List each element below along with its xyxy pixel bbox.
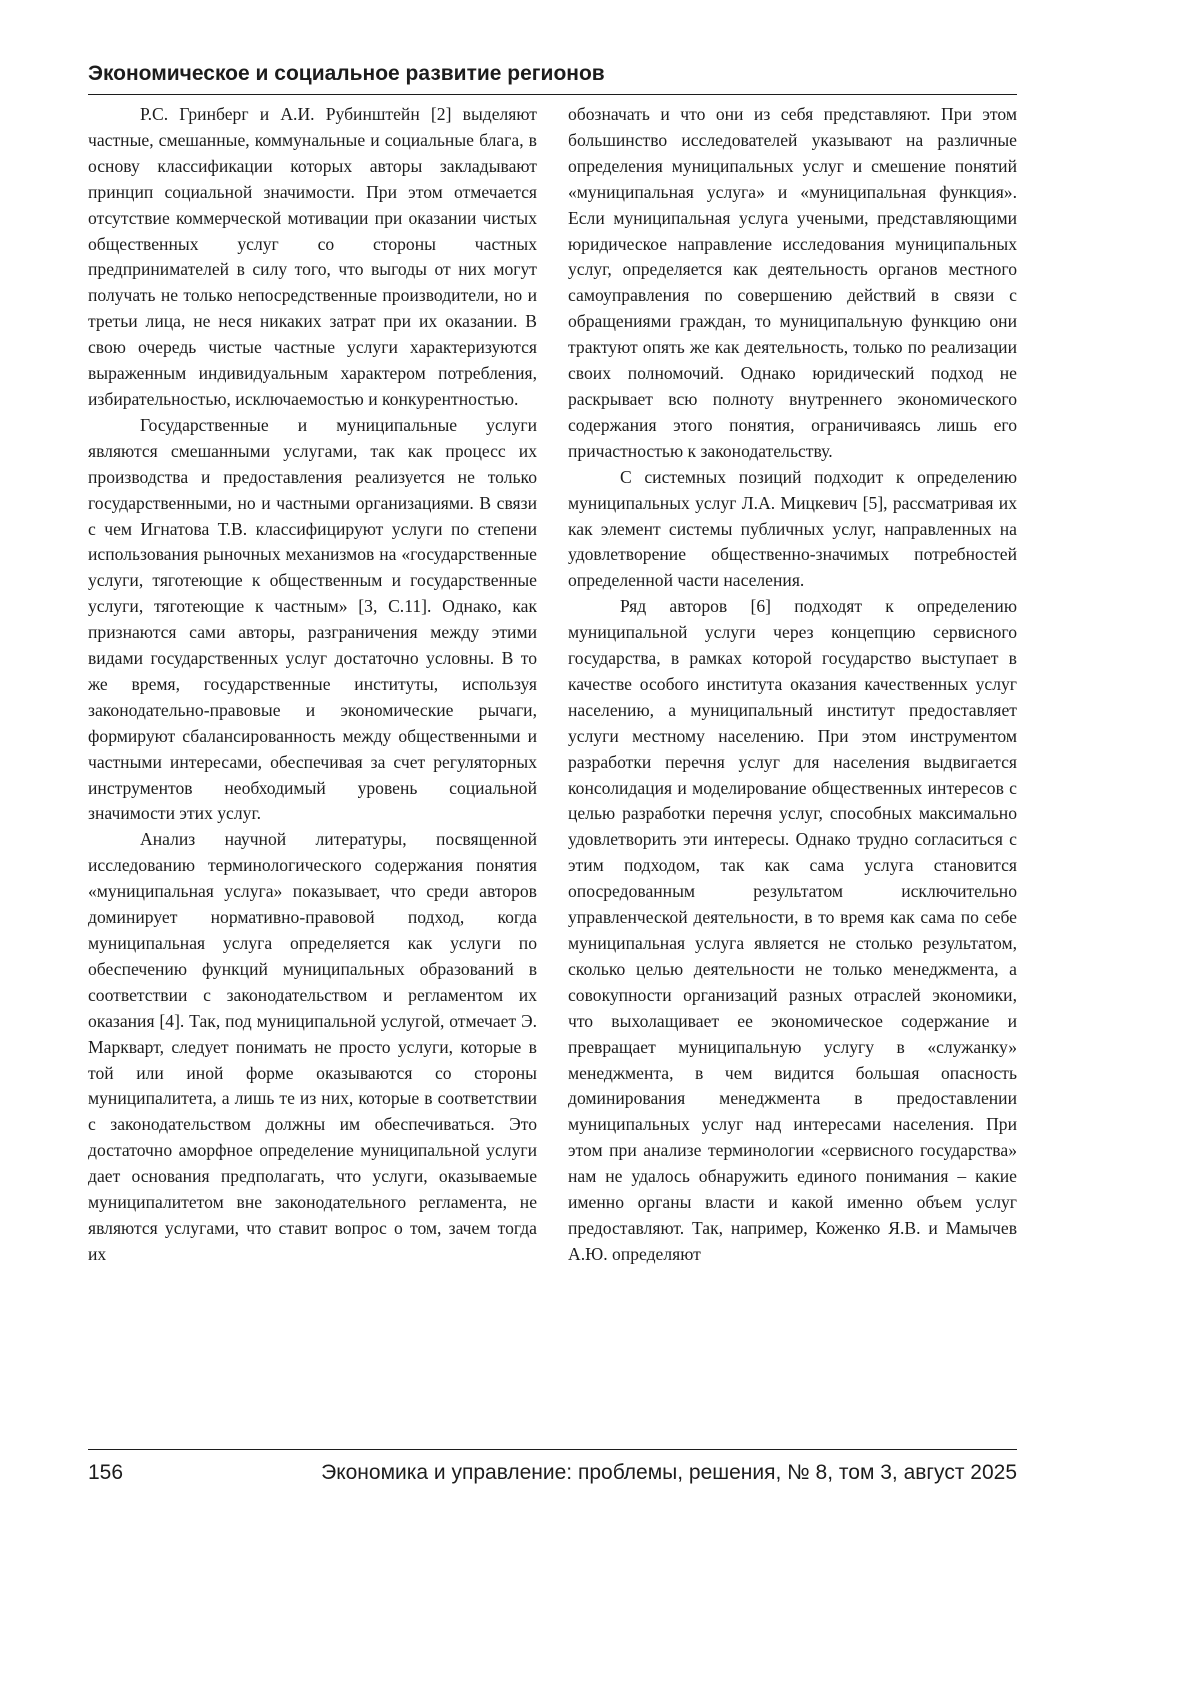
page-number: 156 <box>88 1461 124 1484</box>
paragraph-systemic-approach: С системных позиций подходит к определению муниципальных услуг Л.А. Мицкевич [5], рассматривая их как элемент системы публичных услуг, направленных на удовлетворение общественно-значимых потребностей определенной части населения. <box>568 466 1017 591</box>
paragraph-literature-analysis: Анализ научной литературы, посвященной исследованию терминологического содержания понятия «муниципальная услуга» показывает, что среди авторов доминирует нормативно-правовой подход, когда муниципальная услуга определяется как услуги по обеспечению функций муниципальных образований в соответствии с законодательством и регламентом их оказания [4]. Так, под муниципальной услугой, отмечает Э. Маркварт, следует понимать не просто услуги, которые в той или иной форме оказываются со стороны муниципалитета, а лишь те из них, которые в соответствии с законодательством должны им обеспечиваться. Это достаточно аморфное определение муниципальной услуги дает основания предполагать, что услуги, оказываемые муниципалитетом вне законодательного регламента, не являются услугами, что ставит вопрос о том, зачем тогда их <box>88 829 537 1264</box>
paragraph-classification-of-goods: Р.С. Гринберг и А.И. Рубинштейн [2] выделяют частные, смешанные, коммунальные и социальные блага, в основу классификации которых авторы закладывают принцип социальной значимости. При этом отмечается отсутствие коммерческой мотивации при оказании чистых общественных услуг со стороны частных предпринимателей в силу того, что выгоды от них могут получать не только непосредственные производители, но и третьи лица, не неся никаких затрат при их оказании. В свою очередь чистые частные услуги характеризуются выраженным индивидуальным характером потребления, избирательностью, исключаемостью и конкурентностью. <box>88 104 537 409</box>
paragraph-service-state: Ряд авторов [6] подходят к определению муниципальной услуги через концепцию сервисного государства, в рамках которой государство выступает в качестве особого института оказания качественных услуг населению, а муниципальный институт предоставляет услуги местному населению. При этом инструментом разработки перечня услуг для населения выдвигается консолидация и моделирование общественных интересов с целью разработки перечня услуг, способных максимально удовлетворить эти интересы. Однако трудно согласиться с этим подходом, так как сама услуга становится опосредованным результатом исключительно управленческой деятельности, в то время как сама по себе муниципальная услуга является не столько результатом, сколько целью деятельности не только менеджмента, а совокупности организаций разных отраслей экономики, что выхолащивает ее экономическое содержание и превращает муниципальную услугу в «служанку» менеджмента, в чем видится большая опасность доминирования менеджмента в предоставлении муниципальных услуг над интересами населения. При этом при анализе терминологии «сервисного государства» нам не удалось обнаружить единого понимания – какие именно органы власти и какой именно объем услуг предоставляют. Так, например, Коженко Я.В. и Мамычев А.Ю. определяют <box>568 596 1017 1264</box>
journal-title: Экономика и управление: проблемы, решения, № 8, том 3, август 2025 <box>321 1461 1017 1484</box>
paragraph-continuation: обозначать и что они из себя представляют. При этом большинство исследователей указывают на различные определения муниципальных услуг и смешение понятий «муниципальная услуга» и «муниципальная функция». Если муниципальная услуга учеными, представляющими юридическое направление исследования муниципальных услуг, определяется как деятельность органов местного самоуправления по совершению действий в связи с обращениями граждан, то муниципальную функцию они трактуют опять же как деятельность, только по реализации своих полномочий. Однако юридический подход не раскрывает всю полноту внутреннего экономического содержания этого понятия, ограничиваясь лишь его причастностью к законодательству. <box>568 104 1017 461</box>
left-column <box>88 102 537 1268</box>
right-column <box>568 102 1017 1268</box>
footer-rule <box>88 1449 1017 1450</box>
paragraph-mixed-services: Государственные и муниципальные услуги являются смешанными услугами, так как процесс их производства и предоставления реализуется не только государственными, но и частными организациями. В связи с чем Игнатова Т.В. классифицируют услуги по степени использования рыночных механизмов на «государственные услуги, тяготеющие к общественным и государственные услуги, тяготеющие к частным» [3, С.11]. Однако, как признаются сами авторы, разграничения между этими видами государственных услуг достаточно условны. В то же время, государственные институты, используя законодательно-правовые и экономические рычаги, формируют сбалансированность между общественными и частными интересами, обеспечивая за счет регуляторных инструментов необходимый уровень социальной значимости этих услуг. <box>88 414 537 824</box>
running-title: Экономическое и социальное развитие регионов <box>88 62 605 85</box>
header-rule <box>88 94 1017 95</box>
page-footer <box>88 1458 1017 1488</box>
